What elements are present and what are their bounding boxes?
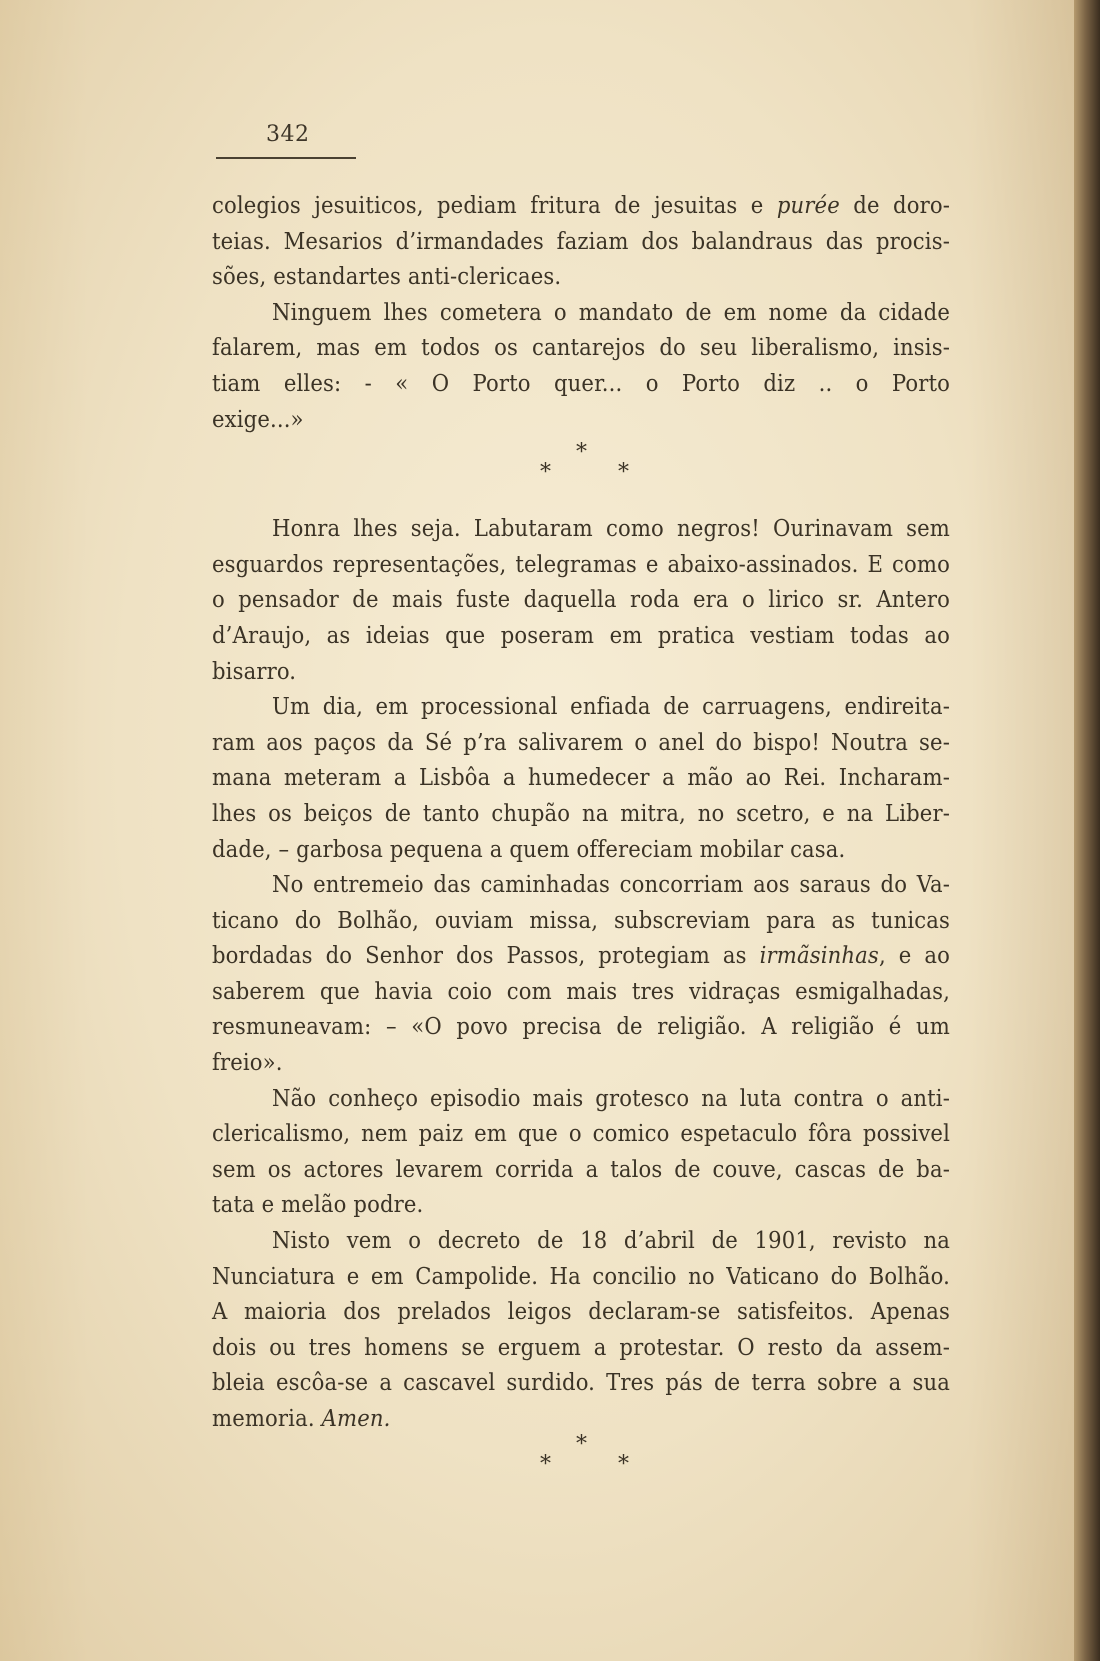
text-line: sões, estandartes anti-clericaes. [212,262,562,291]
text-line: Não conheço episodio mais grotesco na luta contra o anti- [272,1083,950,1112]
text-line: dois ou tres homens se erguem a protestar. O resto da assem- [212,1332,950,1361]
text-line: d’Araujo, as ideias que poseram em pratica vestiam todas ao [212,620,950,649]
text-line: ram aos paços da Sé p’ra salivarem o anel do bispo! Noutra se- [212,727,950,756]
text-line: bisarro. [212,656,297,685]
text-line: Ninguem lhes cometera o mandato de em nome da cidade [272,297,950,326]
separator-star: * [618,1452,629,1477]
text-line: teias. Mesarios d’irmandades faziam dos balandraus das procis- [212,226,950,255]
separator-star: * [540,1452,551,1477]
text-line: Nunciatura e em Campolide. Ha concilio no Vaticano do Bolhão. [212,1261,950,1290]
separator-star: * [576,1432,587,1457]
section-separator-stars [530,1432,640,1476]
text-line: exige...» [212,404,304,433]
text-line: saberem que havia coio com mais tres vidraças esmigalhadas, [212,976,950,1005]
separator-star: * [618,460,629,485]
text-line: Nisto vem o decreto de 18 d’abril de 1901, revisto na [272,1226,950,1255]
text-line: tata e melão podre. [212,1190,424,1219]
text-line: No entremeio das caminhadas concorriam aos saraus do Va- [272,870,950,899]
text-line: colegios jesuiticos, pediam fritura de jesuitas e purée de doro- [212,191,950,219]
text-line: falarem, mas em todos os cantarejos do seu liberalismo, insis- [212,333,950,362]
text-line: resmuneavam: – «O povo precisa de religião. A religião é um [212,1012,950,1041]
text-line: freio». [212,1048,283,1077]
separator-star: * [540,460,551,485]
separator-star: * [576,440,587,465]
header-rule [216,157,356,159]
text-line: mana meteram a Lisbôa a humedecer a mão ao Rei. Incharam- [212,763,950,792]
text-line: A maioria dos prelados leigos declaram-se satisfeitos. Apenas [212,1297,950,1326]
text-line: dade, – garbosa pequena a quem offereciam mobilar casa. [212,834,846,863]
text-line: ticano do Bolhão, ouviam missa, subscreviam para as tunicas [212,905,950,934]
page-edge-shadow [1074,0,1100,1661]
text-line: bordadas do Senhor dos Passos, protegiam as irmãsinhas, e ao [212,941,950,970]
body-text [212,188,950,1437]
text-line: memoria. Amen. [212,1404,391,1432]
text-line: tiam elles: - « O Porto quer... o Porto diz .. o Porto [212,368,950,397]
text-line: sem os actores levarem corrida a talos de couve, cascas de ba- [212,1154,950,1183]
text-line: o pensador de mais fuste daquella roda era o lirico sr. Antero [212,585,950,614]
text-line: clericalismo, nem paiz em que o comico espetaculo fôra possivel [212,1119,950,1148]
section-separator-stars [530,440,640,484]
text-line: bleia escôa-se a cascavel surdido. Tres pás de terra sobre a sua [212,1368,950,1397]
text-line: Um dia, em processional enfiada de carruagens, endireita- [272,692,950,721]
text-line: Honra lhes seja. Labutaram como negros! Ourinavam sem [272,514,950,543]
page-number: 342 [266,122,310,147]
text-line: esguardos representações, telegramas e abaixo-assinados. E como [212,549,950,578]
text-line: lhes os beiços de tanto chupão na mitra, no scetro, e na Liber- [212,798,950,827]
